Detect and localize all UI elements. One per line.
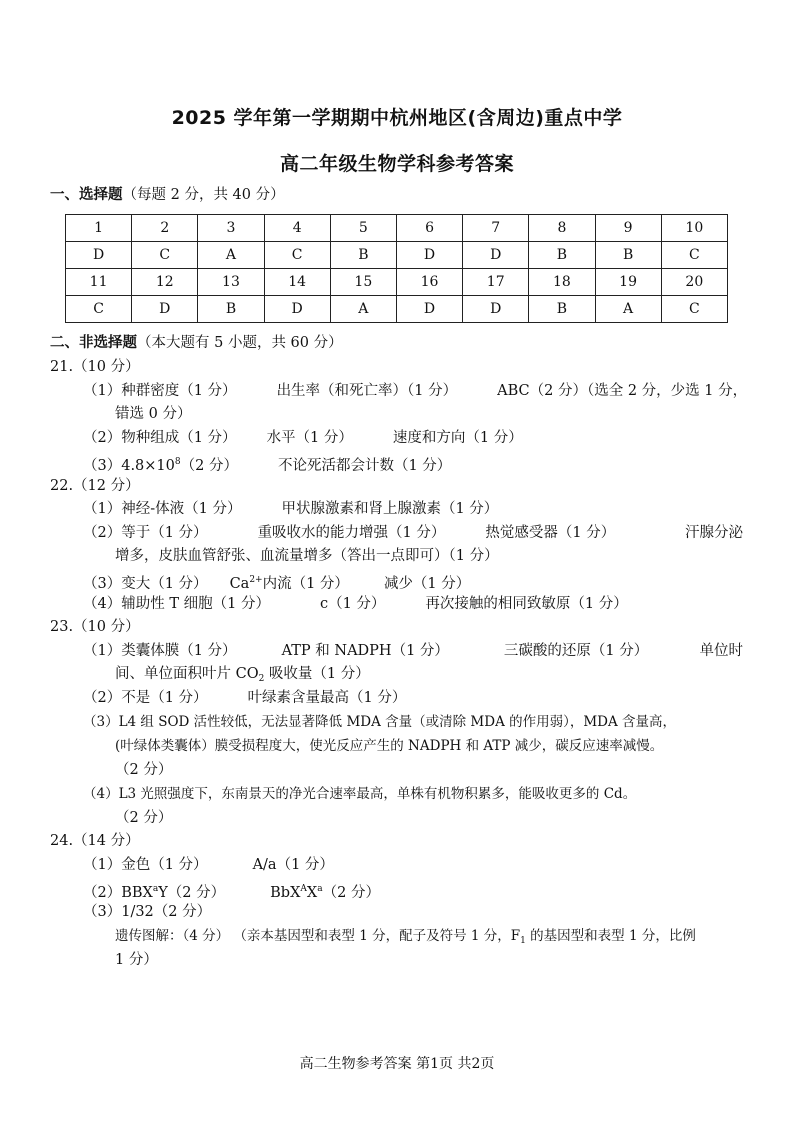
q24-ans2b-sup1: A	[300, 884, 307, 894]
question-number-cell: 6	[396, 215, 462, 242]
q21-ans3a-pre: （3）4.8×10	[83, 458, 175, 474]
q23-ans2b: 叶绿素含量最高（1 分）	[247, 690, 407, 706]
q23-ans1a: （1）类囊体膜（1 分）	[83, 643, 237, 659]
q24-line2	[83, 879, 380, 903]
section1-title: 一、选择题	[50, 187, 123, 203]
q23-number: 23.（10 分）	[50, 619, 140, 635]
q24-ans2a-pre: （2）BBX	[83, 885, 153, 901]
q23-ans1e-sub: 2	[258, 674, 265, 684]
q22-ans2c: 热觉感受器（1 分）	[485, 525, 616, 541]
answer-cell: D	[396, 242, 462, 269]
question-number-cell: 3	[198, 215, 264, 242]
answer-cell: C	[661, 296, 727, 323]
answer-cell: D	[463, 296, 529, 323]
q24-line1	[83, 855, 334, 875]
question-number-cell: 16	[396, 269, 462, 296]
q23-ans1b: ATP 和 NADPH（1 分）	[281, 643, 449, 659]
q24-ans3b-post: 的基因型和表型 1 分，比例	[525, 928, 696, 944]
q22-line1	[83, 499, 498, 519]
q24-ans2b-mid: X	[306, 885, 318, 901]
answer-cell: C	[66, 296, 132, 323]
q21-number: 21.（10 分）	[50, 359, 140, 375]
q24-number: 24.（14 分）	[50, 833, 140, 849]
answer-cell: A	[330, 296, 396, 323]
q22-ans3b-sup: 2+	[249, 575, 263, 585]
q21-ans1a: （1）种群密度（1 分）	[83, 383, 237, 399]
q23-ans1d: 单位时	[699, 643, 743, 659]
question-number-cell: 1	[66, 215, 132, 242]
q24-ans2b-post: （2 分）	[322, 885, 380, 901]
q22-ans1b: 甲状腺激素和肾上腺激素（1 分）	[281, 501, 499, 517]
q23-line1	[83, 641, 743, 661]
answer-table	[65, 214, 728, 323]
page-subtitle: 高二年级生物学科参考答案	[279, 153, 514, 175]
question-number-cell: 8	[529, 215, 595, 242]
q21-ans3a-sup: 8	[174, 457, 181, 467]
q21-ans2b: 水平（1 分）	[266, 430, 353, 446]
q21-ans1b: 出生率（和死亡率）（1 分）	[276, 383, 458, 399]
question-number-cell: 18	[529, 269, 595, 296]
answer-row	[66, 242, 728, 269]
answer-cell: D	[66, 242, 132, 269]
question-number-row	[66, 215, 728, 242]
section1-heading	[50, 185, 285, 205]
q24-ans2b-sup2: a	[317, 884, 323, 894]
q23-line3: （3）L4 组 SOD 活性较低，无法显著降低 MDA 含量（或清除 MDA 的作用弱），MDA 含量高，	[83, 714, 677, 730]
q22-ans4c: 再次接触的相同致敏原（1 分）	[425, 596, 628, 612]
q22-ans4a: （4）辅助性 T 细胞（1 分）	[83, 596, 270, 612]
q21-ans2a: （2）物种组成（1 分）	[83, 430, 237, 446]
q22-ans3a: （3）变大（1 分）	[83, 576, 208, 592]
question-number-cell: 15	[330, 269, 396, 296]
question-number-cell: 11	[66, 269, 132, 296]
q24-ans3b-sub: 1	[520, 936, 526, 946]
section2-heading	[50, 333, 343, 353]
q23-line1-cont	[115, 664, 370, 689]
q24-line3-cont: 1 分）	[115, 952, 158, 968]
answer-cell: C	[264, 242, 330, 269]
q23-line4-score: （2 分）	[115, 810, 173, 826]
q24-ans3b-pre: 遗传图解：（4 分） （亲本基因型和表型 1 分，配子及符号 1 分，F	[115, 928, 521, 944]
q22-ans3b-pre: Ca	[229, 576, 250, 592]
question-number-cell: 13	[198, 269, 264, 296]
q22-ans3c: 减少（1 分）	[383, 576, 471, 592]
answer-cell: A	[198, 242, 264, 269]
q23-ans2a: （2）不是（1 分）	[83, 690, 208, 706]
answer-cell: D	[463, 242, 529, 269]
question-number-cell: 17	[463, 269, 529, 296]
question-number-cell: 10	[661, 215, 727, 242]
q24-ans2a-sup: a	[152, 884, 159, 894]
q22-line3	[83, 570, 470, 594]
q22-ans3b-post: 内流（1 分）	[262, 576, 349, 592]
q21-line1	[83, 381, 747, 401]
answer-cell: D	[132, 296, 198, 323]
section2-note: （本大题有 5 小题，共 60 分）	[137, 335, 343, 351]
answer-cell: B	[595, 242, 661, 269]
q22-ans2d: 汗腺分泌	[685, 525, 743, 541]
answer-row	[66, 296, 728, 323]
question-number-cell: 9	[595, 215, 661, 242]
question-number-cell: 12	[132, 269, 198, 296]
q24-ans2b-pre: BbX	[270, 885, 301, 901]
answer-cell: C	[661, 242, 727, 269]
question-number-cell: 20	[661, 269, 727, 296]
answer-cell: B	[198, 296, 264, 323]
q21-line1-cont: 错选 0 分）	[115, 406, 192, 422]
section2-title: 二、非选择题	[50, 335, 137, 351]
q21-ans1c: ABC（2 分）（选全 2 分，少选 1 分，	[497, 383, 748, 399]
answer-cell: D	[264, 296, 330, 323]
question-number-cell: 4	[264, 215, 330, 242]
question-number-cell: 14	[264, 269, 330, 296]
q22-line2-cont: 增多，皮肤血管舒张、血流量增多（答出一点即可）（1 分）	[115, 548, 499, 564]
q23-ans1e-post: 吸收量（1 分）	[264, 666, 370, 682]
page-footer: 高二生物参考答案 第1页 共2页	[299, 1056, 495, 1072]
q22-ans2a: （2）等于（1 分）	[83, 525, 208, 541]
q23-ans1e-pre: 间、单位面积叶片 CO	[115, 666, 259, 682]
q23-line2	[83, 688, 406, 708]
q21-ans3a-post: （2 分）	[180, 458, 238, 474]
q22-number: 22.（12 分）	[50, 478, 140, 494]
q24-ans2a-post: Y（2 分）	[158, 885, 226, 901]
answer-cell: B	[330, 242, 396, 269]
answer-cell: C	[132, 242, 198, 269]
q24-line3: （3）1/32（2 分）	[83, 904, 212, 920]
question-number-row	[66, 269, 728, 296]
q21-ans2c: 速度和方向（1 分）	[392, 430, 523, 446]
q23-line3-cont: (叶绿体类囊体）膜受损程度大，使光反应产生的 NADPH 和 ATP 减少，碳反应速率减慢。	[115, 738, 664, 754]
q21-line3	[83, 452, 451, 476]
q21-ans3b: 不论死活都会计数（1 分）	[277, 458, 452, 474]
q23-line4: （4）L3 光照强度下，东南景天的净光合速率最高，单株有机物积累多，能吸收更多的 Cd。	[83, 786, 637, 802]
question-number-cell: 5	[330, 215, 396, 242]
q24-ans1b: A/a（1 分）	[252, 857, 334, 873]
q23-line3-score: （2 分）	[115, 762, 173, 778]
q22-ans2b: 重吸收水的能力增强（1 分）	[257, 525, 446, 541]
answer-table-body	[66, 215, 728, 323]
q24-line3-diagram	[115, 926, 696, 951]
page-title: 2025 学年第一学期期中杭州地区(含周边)重点中学	[171, 107, 623, 129]
question-number-cell: 7	[463, 215, 529, 242]
answer-cell: B	[529, 242, 595, 269]
q22-ans1a: （1）神经-体液（1 分）	[83, 501, 242, 517]
answer-cell: A	[595, 296, 661, 323]
q22-ans4b: c（1 分）	[319, 596, 386, 612]
section1-note: （每题 2 分，共 40 分）	[122, 187, 285, 203]
answer-cell: B	[529, 296, 595, 323]
q22-line4	[83, 594, 628, 614]
question-number-cell: 19	[595, 269, 661, 296]
q24-ans1a: （1）金色（1 分）	[83, 857, 208, 873]
question-number-cell: 2	[132, 215, 198, 242]
q22-line2	[83, 523, 743, 543]
answer-cell: D	[396, 296, 462, 323]
q21-line2	[83, 428, 523, 448]
q23-ans1c: 三碳酸的还原（1 分）	[503, 643, 649, 659]
